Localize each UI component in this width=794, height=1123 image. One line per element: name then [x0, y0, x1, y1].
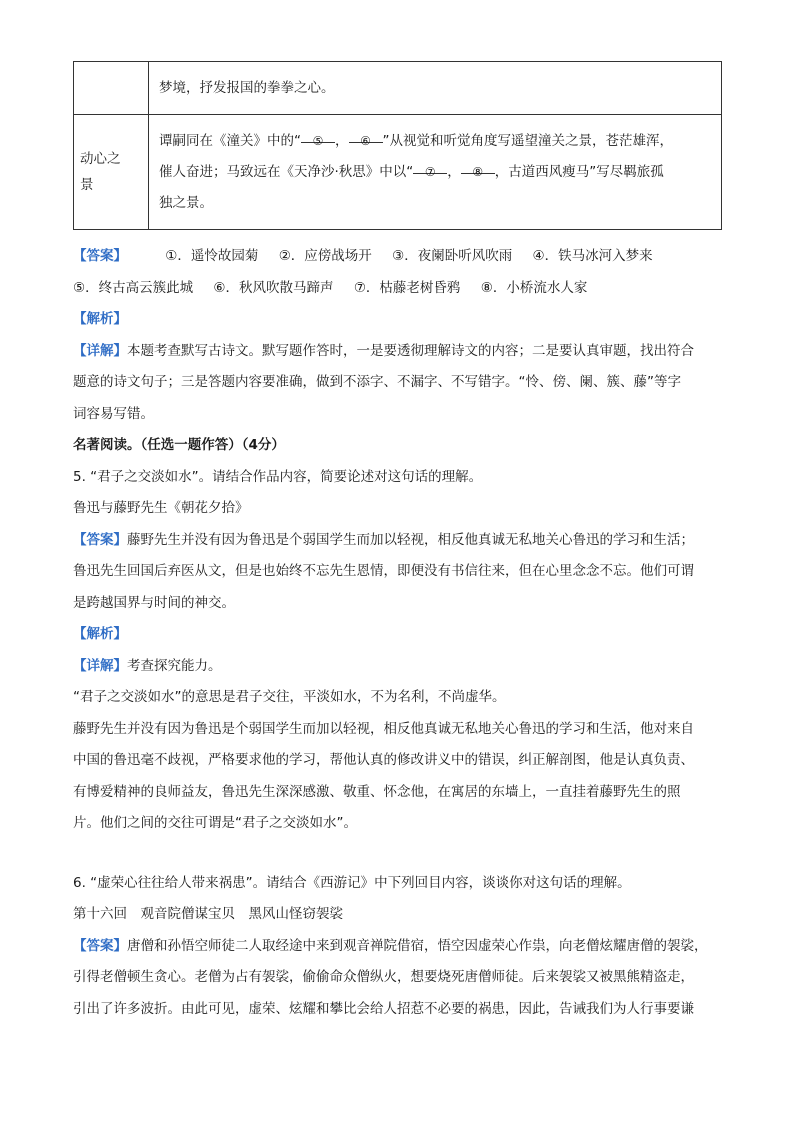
text-run: ，	[447, 163, 461, 180]
blank-mark: ⑥	[360, 133, 371, 148]
text-run: ，古道西风瘦马”写尽羁旅孤	[494, 163, 664, 180]
paragraph-line: 片。他们之间的交往可谓是“君子之交淡如水”。	[73, 815, 357, 831]
table-text-cell: 梦境，抒发报国的拳拳之心。	[149, 62, 722, 115]
text-run: 唐僧和孙悟空师徒二人取经途中来到观音禅院借宿，悟空因虚荣心作祟，向老僧炫耀唐僧的袈裟，	[127, 937, 708, 954]
detail-tag: 【详解】	[73, 342, 127, 359]
answer-item: ⑧．小桥流水人家	[480, 279, 588, 296]
text-run: ”从视觉和听觉角度写遥望潼关之景，苍茫雄浑，	[382, 132, 673, 149]
blank-mark: ⑧	[472, 164, 484, 179]
table-text-line	[159, 126, 711, 157]
answer-tag: 【答案】	[73, 531, 127, 548]
answer-item: ④．铁马冰河入梦来	[532, 248, 653, 264]
table-label-line: 动心之	[80, 151, 121, 167]
answer-line	[73, 241, 725, 273]
fill-blank	[349, 126, 383, 148]
paragraph-line	[73, 931, 725, 963]
paragraph-line: 词容易写错。	[73, 405, 154, 422]
paragraph-line: 是跨越国界与时间的神交。	[73, 594, 235, 611]
text-run: 谭嗣同在《潼关》中的“	[159, 132, 301, 149]
answer-item: ②．应傍战场开	[278, 248, 372, 264]
paragraph-line	[73, 525, 725, 557]
paragraph-line: “君子之交淡如水”的意思是君子交往，平淡如水，不为名利，不尚虚华。	[73, 689, 506, 705]
question-subtitle: 鲁迅与藤野先生《朝花夕拾》	[73, 500, 249, 516]
table-text-line: 独之景。	[159, 194, 213, 211]
fill-blank	[461, 157, 495, 179]
answer-item: ⑤．终古高云簇此城	[73, 279, 194, 296]
fill-blank	[413, 157, 447, 179]
spacer	[73, 840, 725, 868]
table-label-cell	[74, 115, 149, 230]
main-content	[73, 241, 725, 1025]
paragraph-line	[73, 336, 725, 368]
table-row	[74, 62, 722, 115]
question-subtitle: 第十六回 观音院僧谋宝贝 黑风山怪窃袈裟	[73, 906, 343, 922]
analysis-tag: 【解析】	[73, 311, 127, 327]
paragraph-line: 有博爱精神的良师益友，鲁迅先生深深感激、敬重、怀念他，在寓居的东墙上，一直挂着藤野先生的照	[73, 783, 681, 800]
paragraph-line: 鲁迅先生回国后弃医从文，但是也始终不忘先生恩情，即便没有书信往来，但在心里念念不忘。他们可谓	[73, 563, 694, 579]
text-run: 藤野先生并没有因为鲁迅是个弱国学生而加以轻视，相反他真诚无私地关心鲁迅的学习和生活；	[127, 531, 694, 548]
answer-item: ①．遥怜故园菊	[165, 248, 259, 264]
paragraph-line	[73, 651, 725, 683]
table-text-line	[159, 157, 711, 188]
table-label-line: 景	[80, 177, 94, 193]
question-6: 6. “虚荣心往往给人带来祸患”。请结合《西游记》中下列回目内容，谈谈你对这句话的理解。	[73, 874, 631, 891]
paragraph-line: 引得老僧顿生贪心。老僧为占有袈裟，偷偷命众僧纵火，想要烧死唐僧师徒。后来袈裟又被黑熊精盗走，	[73, 969, 694, 985]
paragraph-line: 中国的鲁迅毫不歧视，严格要求他的学习，帮他认真的修改讲义中的错误，纠正解剖图，他是认真负责、	[73, 752, 694, 768]
analysis-tag: 【解析】	[73, 626, 127, 642]
table-row	[74, 115, 722, 230]
answer-tag: 【答案】	[73, 937, 127, 954]
fill-blank	[301, 126, 335, 148]
answer-line	[73, 273, 725, 305]
text-run: 催人奋进；马致远在《天净沙·秋思》中以“	[159, 163, 414, 180]
section-heading: 名著阅读。（任选一题作答）（4分）	[73, 437, 285, 453]
paragraph-line: 引出了许多波折。由此可见，虚荣、炫耀和攀比会给人招惹不必要的祸患，因此，告诫我们为人行事要谦	[73, 1000, 694, 1017]
blank-mark: ⑤	[312, 133, 324, 148]
paragraph-line: 藤野先生并没有因为鲁迅是个弱国学生而加以轻视，相反他真诚无私地关心鲁迅的学习和生活，他对来自	[73, 720, 694, 737]
poem-table	[73, 61, 722, 230]
table-label-cell	[74, 62, 149, 115]
answer-item: ⑥．秋风吹散马蹄声	[213, 279, 334, 296]
answer-item: ③．夜阑卧听风吹雨	[392, 248, 513, 264]
answer-item: ⑦．枯藤老树昏鸦	[353, 279, 461, 296]
paragraph-line: 题意的诗文句子；三是答题内容要准确，做到不添字、不漏字、不写错字。“怜、傍、阑、簇、藤”等字	[73, 374, 681, 390]
analysis-heading	[73, 619, 725, 651]
blank-mark: ⑦	[424, 164, 436, 179]
text-run: 本题考查默写古诗文。默写题作答时，一是要透彻理解诗文的内容；二是要认真审题，找出符合	[127, 342, 694, 359]
table-text-cell	[149, 115, 722, 230]
text-run: 考查探究能力。	[127, 657, 222, 674]
detail-tag: 【详解】	[73, 657, 127, 674]
analysis-heading	[73, 304, 725, 336]
text-run: ，	[335, 132, 349, 149]
question-5: 5. “君子之交淡如水”。请结合作品内容，简要论述对这句话的理解。	[73, 468, 483, 485]
answer-tag: 【答案】	[73, 248, 127, 264]
